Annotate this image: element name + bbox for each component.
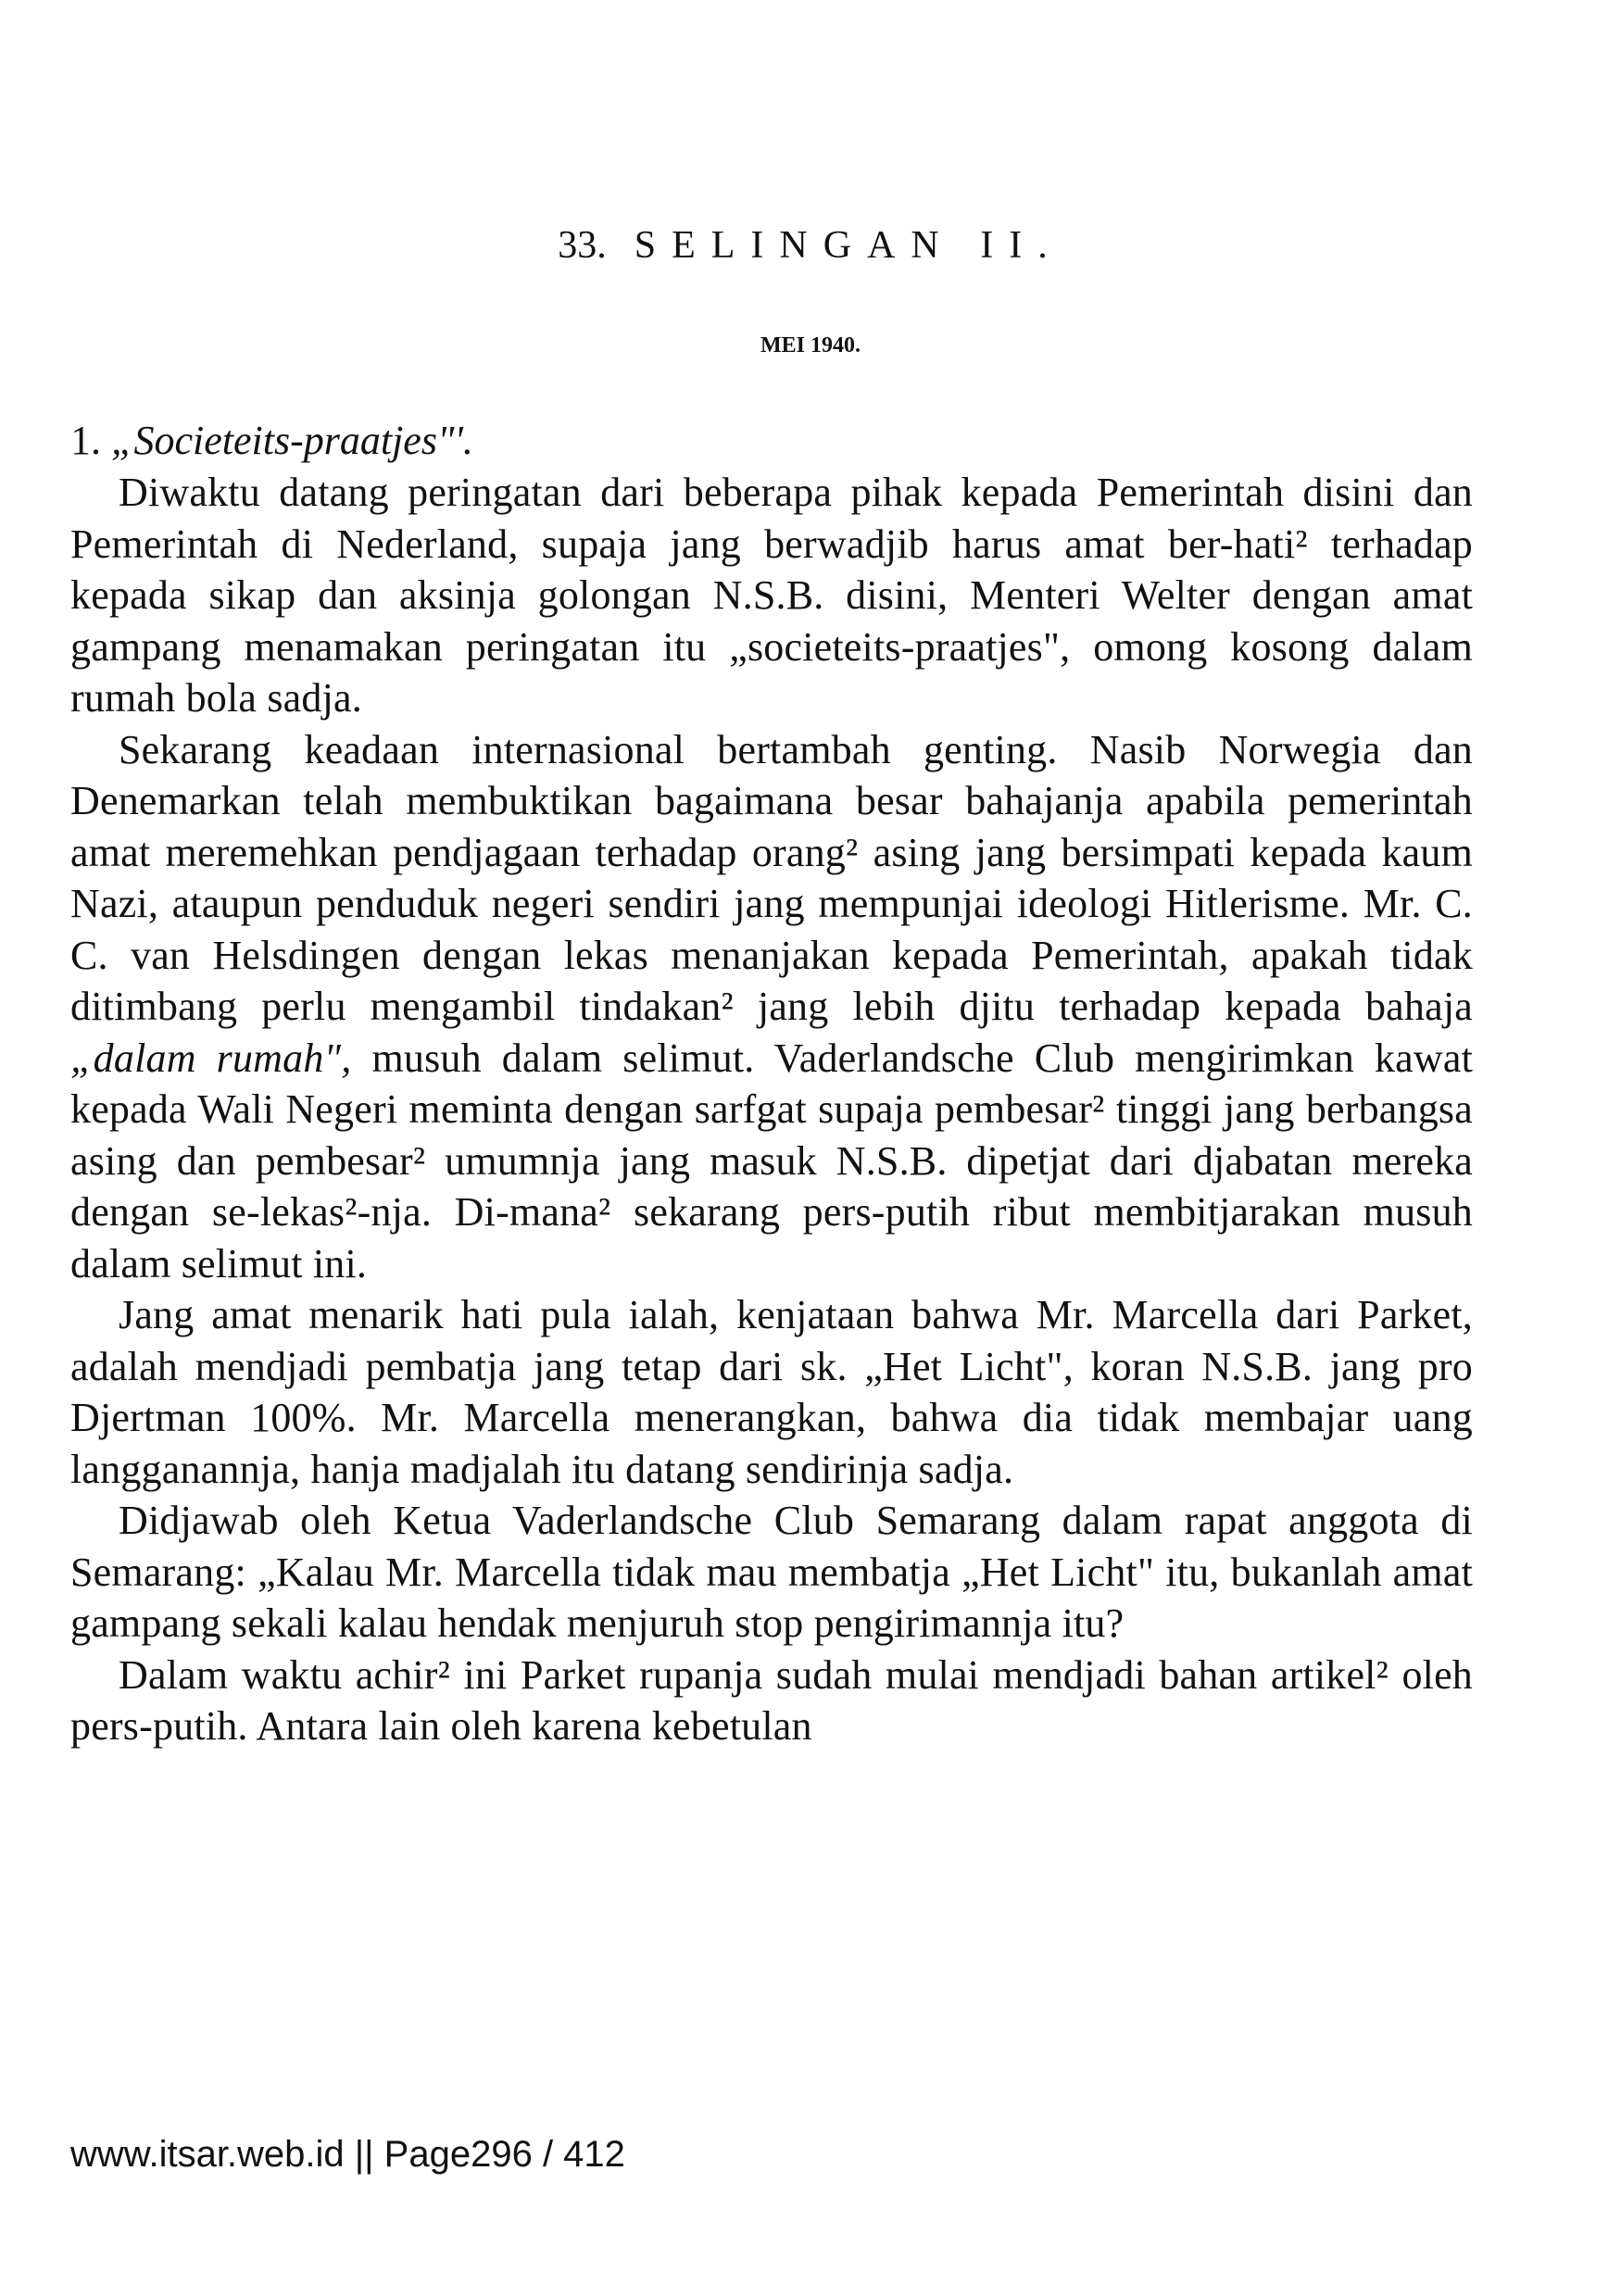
section-heading <box>70 415 473 467</box>
paragraph-italic-text: „dalam rumah", <box>70 1035 352 1081</box>
paragraph-text: Didjawab oleh Ketua Vaderlandsche Club Semarang dalam rapat anggota di Semarang: „Kalau Mr. Marcella tidak mau membatja „Het Licht" itu, bukanlah amat gampang sekali kalau hendak menjuruh stop pengirimannja itu? <box>70 1498 1473 1646</box>
paragraph-text: Jang amat menarik hati pula ialah, kenjataan bahwa Mr. Marcella dari Parket, adalah mendjadi pembatja jang tetap dari sk. „Het Licht", koran N.S.B. jang pro Djertman 100%. Mr. Marcella menerangkan, bahwa dia tidak membajar uang langganannja, hanja madjalah itu datang sendirinja sadja. <box>70 1292 1473 1492</box>
paragraph-1 <box>70 467 1473 724</box>
section-number: 1. <box>70 418 101 463</box>
chapter-heading <box>0 218 1621 273</box>
paragraph-text: Dalam waktu achir² ini Parket rupanja sudah mulai mendjadi bahan artikel² oleh pers-putih. Antara lain oleh karena kebetulan <box>70 1651 1473 1749</box>
paragraph-2 <box>70 724 1473 1290</box>
body-text <box>70 467 1473 1752</box>
section-title: „Societeits-praatjes"'. <box>111 418 473 463</box>
paragraph-text: Diwaktu datang peringatan dari beberapa pihak kepada Pemerintah disini dan Pemerintah di Nederland, supaja jang berwadjib harus amat ber-hati² terhadap kepada sikap dan aksinja golongan N.S.B. disini, Menteri Welter dengan amat gampang menamakan peringatan itu „societeits-praatjes", omong kosong dalam rumah bola sadja. <box>70 470 1473 721</box>
chapter-title: SELINGAN II. <box>634 224 1063 267</box>
chapter-date: MEI 1940. <box>760 333 861 358</box>
paragraph-3 <box>70 1289 1473 1495</box>
page-footer: www.itsar.web.id || Page296 / 412 <box>70 2134 625 2175</box>
chapter-number: 33. <box>558 224 607 267</box>
paragraph-4 <box>70 1495 1473 1650</box>
paragraph-text: musuh dalam selimut. Vaderlandsche Club mengirimkan kawat kepada Wali Negeri meminta dengan sarfgat supaja pembesar² tinggi jang berbangsa asing dan pembesar² umumnja jang masuk N.S.B. dipetjat dari djabatan mereka dengan se-lekas²-nja. Di-mana² sekarang pers-putih ribut membitjarakan musuh dalam selimut ini. <box>70 1035 1474 1286</box>
paragraph-5 <box>70 1650 1473 1752</box>
paragraph-text: Sekarang keadaan internasional bertambah genting. Nasib Norwegia dan Denemarkan telah membuktikan bagaimana besar bahajanja apabila pemerintah amat meremehkan pendjagaan terhadap orang² asing jang bersimpati kepada kaum Nazi, ataupun penduduk negeri sendiri jang mempunjai ideologi Hitlerisme. Mr. C. C. van Helsdingen dengan lekas menanjakan kepada Pemerintah, apakah tidak ditimbang perlu mengambil tindakan² jang lebih djitu terhadap kepada bahaja <box>70 726 1473 1029</box>
